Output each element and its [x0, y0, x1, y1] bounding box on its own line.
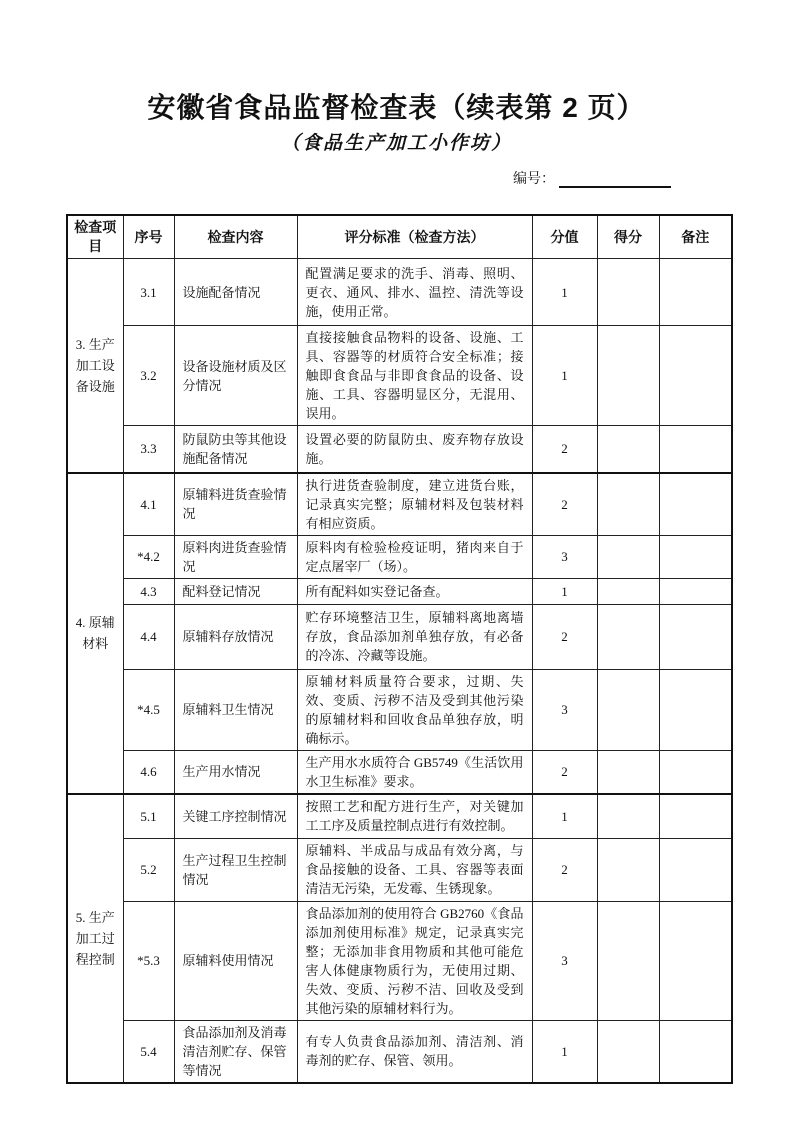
score-cell: 1 [532, 326, 597, 426]
content-cell: 关键工序控制情况 [174, 794, 297, 838]
table-header-row [67, 215, 732, 259]
score-cell: 2 [532, 604, 597, 669]
table-row [67, 426, 732, 473]
score-given-cell [597, 750, 659, 794]
content-cell: 生产用水情况 [174, 750, 297, 794]
remark-cell [659, 794, 732, 838]
table-row [67, 794, 732, 838]
header-score-given: 得分 [597, 215, 659, 259]
standard-cell: 执行进货查验制度，建立进货台账，记录真实完整；原辅材料及包装材料有相应资质。 [297, 473, 532, 536]
remark-cell [659, 669, 732, 750]
header-remark: 备注 [659, 215, 732, 259]
score-given-cell [597, 473, 659, 536]
table-row [67, 669, 732, 750]
score-given-cell [597, 426, 659, 473]
score-cell: 1 [532, 1020, 597, 1083]
score-given-cell [597, 578, 659, 604]
table-row [67, 838, 732, 901]
content-cell: 原料肉进货查验情况 [174, 535, 297, 578]
page-title: 安徽省食品监督检查表（续表第 2 页） [147, 92, 646, 123]
standard-cell: 有专人负责食品添加剂、清洁剂、消毒剂的贮存、保管、领用。 [297, 1020, 532, 1083]
remark-cell [659, 901, 732, 1020]
remark-cell [659, 473, 732, 536]
group-label-process-control: 5. 生产加工过程控制 [67, 794, 123, 1083]
score-cell: 3 [532, 535, 597, 578]
seq-cell: 4.3 [123, 578, 174, 604]
score-given-cell [597, 838, 659, 901]
score-cell: 2 [532, 838, 597, 901]
seq-cell: 5.4 [123, 1020, 174, 1083]
table-row [67, 578, 732, 604]
seq-cell: 3.3 [123, 426, 174, 473]
standard-cell: 生产用水水质符合 GB5749《生活饮用水卫生标准》要求。 [297, 750, 532, 794]
content-cell: 生产过程卫生控制情况 [174, 838, 297, 901]
remark-cell [659, 426, 732, 473]
remark-cell [659, 750, 732, 794]
standard-cell: 原辅料、半成品与成品有效分离，与食品接触的设备、工具、容器等表面清洁无污染，无发霉、生锈现象。 [297, 838, 532, 901]
table-row [67, 604, 732, 669]
content-cell: 设备设施材质及区分情况 [174, 326, 297, 426]
serial-label: 编号： [513, 172, 555, 187]
score-cell: 3 [532, 901, 597, 1020]
score-given-cell [597, 535, 659, 578]
standard-cell: 所有配料如实登记备查。 [297, 578, 532, 604]
seq-cell: *4.5 [123, 669, 174, 750]
score-cell: 3 [532, 669, 597, 750]
standard-cell: 设置必要的防鼠防虫、废弃物存放设施。 [297, 426, 532, 473]
standard-cell: 原辅材料质量符合要求，过期、失效、变质、污秽不洁及受到其他污染的原辅材料和回收食品单独存放，明确标示。 [297, 669, 532, 750]
score-cell: 2 [532, 473, 597, 536]
table-row [67, 259, 732, 326]
standard-cell: 原料肉有检验检疫证明，猪肉来自于定点屠宰厂（场）。 [297, 535, 532, 578]
score-cell: 1 [532, 794, 597, 838]
score-given-cell [597, 1020, 659, 1083]
remark-cell [659, 326, 732, 426]
score-given-cell [597, 259, 659, 326]
remark-cell [659, 604, 732, 669]
standard-cell: 贮存环境整洁卫生，原辅料离地离墙存放，食品添加剂单独存放，有必备的冷冻、冷藏等设施。 [297, 604, 532, 669]
inspection-table [66, 214, 733, 1084]
content-cell: 原辅料进货查验情况 [174, 473, 297, 536]
seq-cell: *4.2 [123, 535, 174, 578]
standard-cell: 直接接触食品物料的设备、设施、工具、容器等的材质符合安全标准；接触即食食品与非即食食品的设备、设施、工具、容器明显区分，无混用、误用。 [297, 326, 532, 426]
seq-cell: 4.1 [123, 473, 174, 536]
content-cell: 配料登记情况 [174, 578, 297, 604]
header-scoring-standard: 评分标准（检查方法） [297, 215, 532, 259]
remark-cell [659, 838, 732, 901]
remark-cell [659, 259, 732, 326]
content-cell: 设施配备情况 [174, 259, 297, 326]
content-cell: 原辅料卫生情况 [174, 669, 297, 750]
group-label-raw-materials: 4. 原辅材料 [67, 473, 123, 795]
score-cell: 1 [532, 259, 597, 326]
group-label-equipment: 3. 生产加工设备设施 [67, 259, 123, 473]
seq-cell: *5.3 [123, 901, 174, 1020]
score-cell: 2 [532, 750, 597, 794]
seq-cell: 3.1 [123, 259, 174, 326]
content-cell: 原辅料使用情况 [174, 901, 297, 1020]
remark-cell [659, 1020, 732, 1083]
remark-cell [659, 578, 732, 604]
serial-blank-underline [559, 172, 671, 188]
table-row [67, 750, 732, 794]
serial-number-row [0, 168, 793, 190]
page-subtitle: （食品生产加工小作坊） [280, 133, 512, 154]
seq-cell: 5.1 [123, 794, 174, 838]
content-cell: 原辅料存放情况 [174, 604, 297, 669]
table-row [67, 473, 732, 536]
table-row [67, 1020, 732, 1083]
score-given-cell [597, 901, 659, 1020]
content-cell: 防鼠防虫等其他设施配备情况 [174, 426, 297, 473]
content-cell: 食品添加剂及消毒清洁剂贮存、保管等情况 [174, 1020, 297, 1083]
seq-cell: 3.2 [123, 326, 174, 426]
header-seq-no: 序号 [123, 215, 174, 259]
seq-cell: 4.4 [123, 604, 174, 669]
score-given-cell [597, 326, 659, 426]
score-given-cell [597, 604, 659, 669]
score-cell: 2 [532, 426, 597, 473]
score-given-cell [597, 794, 659, 838]
table-row [67, 901, 732, 1020]
seq-cell: 4.6 [123, 750, 174, 794]
table-row [67, 535, 732, 578]
remark-cell [659, 535, 732, 578]
seq-cell: 5.2 [123, 838, 174, 901]
table-row [67, 326, 732, 426]
standard-cell: 食品添加剂的使用符合 GB2760《食品添加剂使用标准》规定，记录真实完整；无添加非食用物质和其他可能危害人体健康物质行为，无使用过期、失效、变质、污秽不洁、回收及受到其他污染的原辅材料行为。 [297, 901, 532, 1020]
standard-cell: 配置满足要求的洗手、消毒、照明、更衣、通风、排水、温控、清洗等设施，使用正常。 [297, 259, 532, 326]
standard-cell: 按照工艺和配方进行生产，对关键加工工序及质量控制点进行有效控制。 [297, 794, 532, 838]
header-inspection-content: 检查内容 [174, 215, 297, 259]
header-inspection-item: 检查项目 [67, 215, 123, 259]
score-given-cell [597, 669, 659, 750]
score-cell: 1 [532, 578, 597, 604]
header-score-value: 分值 [532, 215, 597, 259]
